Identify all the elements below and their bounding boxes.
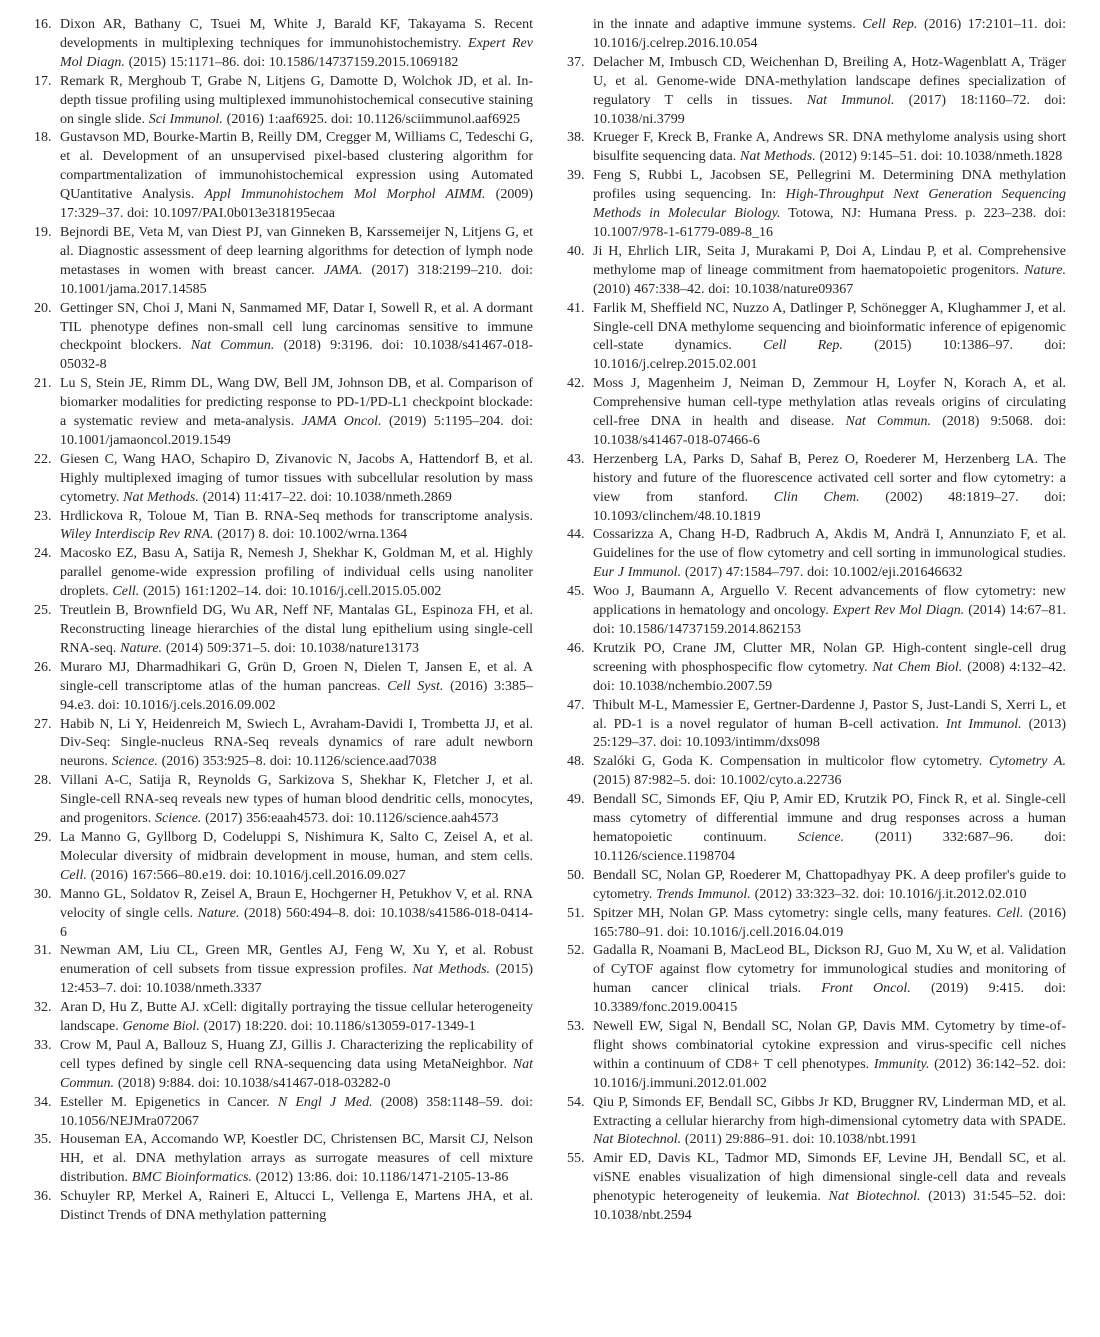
reference-text-segment: (2019) 9:415. doi: 10.3389/fonc.2019.00415 (593, 981, 1066, 1016)
reference-text-segment: (2015) 15:1171–86. doi: 10.1586/14737159.2015.1069182 (124, 54, 459, 70)
reference-text-segment: (2017) 18:220. doi: 10.1186/s13059-017-1349-1 (199, 1019, 476, 1035)
reference-item (34, 224, 533, 300)
reference-text-segment: (2010) 467:338–42. doi: 10.1038/nature09367 (593, 281, 854, 297)
reference-item (34, 942, 533, 999)
reference-number: 47. (567, 697, 585, 713)
reference-item (567, 167, 1066, 243)
reference-text-segment: Manno GL, Soldatov R, Zeisel A, Braun E, Hochgerner H, Petukhov V, et al. RNA velocity of single cells. (60, 886, 533, 921)
reference-item (567, 905, 1066, 943)
reference-item (567, 375, 1066, 451)
reference-text (60, 886, 533, 943)
reference-text (60, 508, 533, 546)
journal-name: Science. (797, 829, 844, 845)
journal-name: Cell Rep. (763, 338, 843, 354)
reference-number: 27. (34, 716, 52, 732)
reference-item (34, 451, 533, 508)
reference-number: 49. (567, 792, 585, 808)
reference-text (60, 73, 533, 130)
reference-number: 33. (34, 1037, 52, 1053)
reference-text-segment: (2018) 560:494–8. doi: 10.1038/s41586-018-0414-6 (60, 905, 533, 940)
reference-item (567, 753, 1066, 791)
reference-item (567, 1018, 1066, 1094)
reference-text-segment: Ji H, Ehrlich LIR, Seita J, Murakami P, Doi A, Lindau P, et al. Comprehensive methylome map of lineage commitment from haematopoietic progenitors. (593, 243, 1066, 278)
journal-name: High-Throughput Next Generation Sequencing Methods in Molecular Biology. (593, 187, 1066, 222)
journal-name: JAMA. (323, 262, 363, 278)
reference-text-segment: (2017) 47:1584–797. doi: 10.1002/eji.201646632 (681, 565, 963, 581)
journal-name: Genome Biol. (122, 1019, 200, 1035)
reference-text (60, 1094, 533, 1132)
reference-text (60, 999, 533, 1037)
journal-name: Nat Commun. (190, 338, 275, 354)
references-column-left (34, 16, 533, 1327)
reference-number: 32. (34, 1000, 52, 1016)
reference-number: 43. (567, 451, 585, 467)
reference-text-segment: (2017) 356:eaah4573. doi: 10.1126/science.aah4573 (201, 811, 499, 827)
journal-name: N Engl J Med. (277, 1094, 373, 1110)
reference-text-segment: (2016) 3:385–94.e3. doi: 10.1016/j.cels.2016.09.002 (60, 678, 534, 713)
reference-number: 30. (34, 886, 52, 902)
reference-number: 26. (34, 659, 52, 675)
reference-item (34, 716, 533, 773)
reference-text-segment: Lu S, Stein JE, Rimm DL, Wang DW, Bell JM, Johnson DB, et al. Comparison of biomarker modalities for predicting response to PD-1/PD-L1 checkpoint blockade: a systematic review and meta-analysis. (60, 376, 533, 430)
reference-text (593, 753, 1066, 791)
reference-text-segment: (2008) 358:1148–59. doi: 10.1056/NEJMra072067 (60, 1094, 533, 1129)
reference-text (60, 772, 533, 829)
reference-text (60, 375, 533, 451)
reference-text-segment: Aran D, Hu Z, Butte AJ. xCell: digitally portraying the tissue cellular heterogeneity landscape. (60, 1000, 533, 1035)
reference-text-segment: Villani A-C, Satija R, Reynolds G, Sarkizova S, Shekhar K, Fletcher J, et al. Single-cell RNA-seq reveals new types of human blood dendritic cells, monocytes, and progenitors. (60, 773, 533, 827)
reference-text-segment: (2018) 9:884. doi: 10.1038/s41467-018-03282-0 (114, 1075, 391, 1091)
reference-text (60, 829, 533, 886)
reference-text-segment: (2015) 161:1202–14. doi: 10.1016/j.cell.2015.05.002 (139, 584, 442, 600)
reference-item (34, 1131, 533, 1188)
reference-number: 51. (567, 905, 585, 921)
reference-number: 28. (34, 773, 52, 789)
reference-text (60, 129, 533, 224)
reference-text-segment: Remark R, Merghoub T, Grabe N, Litjens G, Damotte D, Wolchok JD, et al. In-depth tissue profiling using multiplexed immunohistochemical consecutive staining on single slide. (60, 73, 533, 127)
reference-text-segment: Thibult M-L, Mamessier E, Gertner-Dardenne J, Pastor S, Just-Landi S, Xerri L, et al. PD-1 is a novel regulator of human B-cell activation. (593, 697, 1066, 732)
reference-item (567, 942, 1066, 1018)
reference-text-segment: (2012) 36:142–52. doi: 10.1016/j.immuni.2012.01.002 (593, 1056, 1067, 1091)
reference-text-segment: Woo J, Baumann A, Arguello V. Recent advancements of flow cytometry: new applications in hematology and oncology. (593, 584, 1066, 619)
journal-name: Sci Immunol. (148, 111, 223, 127)
reference-text (593, 1018, 1066, 1094)
reference-item (34, 886, 533, 943)
reference-item (34, 1037, 533, 1094)
journal-name: Nat Chem Biol. (872, 659, 963, 675)
reference-number: 20. (34, 300, 52, 316)
reference-text-segment: (2015) 10:1386–97. doi: 10.1016/j.celrep.2015.02.001 (593, 338, 1066, 373)
reference-item (34, 129, 533, 224)
reference-text-segment: Herzenberg LA, Parks D, Sahaf B, Perez O, Roederer M, Herzenberg LA. The history and future of the fluorescence activated cell sorter and flow cytometry: a view from stanford. (593, 451, 1066, 505)
reference-text-segment: (2019) 5:1195–204. doi: 10.1001/jamaoncol.2019.1549 (60, 414, 533, 448)
reference-text-segment: (2017) 318:2199–210. doi: 10.1001/jama.2017.14585 (60, 262, 533, 297)
reference-number: 23. (34, 508, 52, 524)
reference-text (60, 300, 533, 376)
reference-text-segment: Dixon AR, Bathany C, Tsuei M, White J, Barald KF, Takayama S. Recent developments in multiplexing techniques for immunohistochemistry. (60, 17, 533, 51)
reference-text (593, 697, 1066, 754)
reference-text (60, 545, 533, 602)
reference-text (60, 224, 533, 300)
reference-text-segment: (2009) 17:329–37. doi: 10.1097/PAI.0b013e318195ecaa (60, 187, 533, 222)
reference-number: 45. (567, 584, 585, 600)
reference-text (60, 1037, 533, 1094)
journal-name: Nature. (197, 905, 240, 921)
reference-number: 24. (34, 546, 52, 562)
journal-name: Appl Immunohistochem Mol Morphol AIMM. (204, 187, 486, 203)
reference-text (593, 640, 1066, 697)
reference-text-segment: Treutlein B, Brownfield DG, Wu AR, Neff NF, Mantalas GL, Espinoza FH, et al. Reconstructing lineage hierarchies of the distal lung epithelium using single-cell RNA-seq. (60, 603, 533, 656)
reference-number: 53. (567, 1019, 585, 1035)
journal-name: BMC Bioinformatics. (131, 1170, 252, 1186)
reference-number: 16. (34, 17, 52, 32)
reference-item (34, 659, 533, 716)
reference-text-segment: (2016) 1:aaf6925. doi: 10.1126/sciimmunol.aaf6925 (222, 111, 521, 127)
reference-text (593, 451, 1066, 527)
reference-number: 25. (34, 603, 52, 619)
reference-text-segment: Bendall SC, Nolan GP, Roederer M, Chattopadhyay PK. A deep profiler's guide to cytometry. (593, 867, 1066, 902)
reference-item (34, 16, 533, 73)
reference-number: 17. (34, 73, 52, 89)
reference-item (567, 1150, 1066, 1226)
reference-text-segment: Spitzer MH, Nolan GP. Mass cytometry: single cells, many features. (593, 905, 997, 921)
reference-number: 52. (567, 943, 585, 959)
reference-text-segment: (2014) 11:417–22. doi: 10.1038/nmeth.2869 (198, 489, 452, 505)
journal-name: Nature. (120, 640, 163, 656)
reference-text (60, 716, 533, 773)
reference-text-segment: (2002) 48:1819–27. doi: 10.1093/clinchem/48.10.1819 (593, 489, 1067, 524)
reference-item (567, 300, 1066, 376)
reference-text-segment: (2011) 29:886–91. doi: 10.1038/nbt.1991 (681, 1132, 918, 1148)
reference-text (593, 583, 1066, 640)
reference-item (34, 545, 533, 602)
reference-number: 38. (567, 130, 585, 146)
reference-text (60, 16, 533, 73)
reference-text-segment: Houseman EA, Accomando WP, Koestler DC, Christensen BC, Marsit CJ, Nelson HH, et al. DNA methylation arrays as surrogate measures of cell mixture distribution. (60, 1132, 533, 1186)
reference-text-segment: Newman AM, Liu CL, Green MR, Gentles AJ, Feng W, Xu Y, et al. Robust enumeration of cell subsets from tissue expression profiles. (60, 943, 533, 978)
reference-text-segment: (2013) 31:545–52. doi: 10.1038/nbt.2594 (593, 1189, 1066, 1224)
reference-number: 54. (567, 1094, 585, 1110)
reference-text-segment: (2013) 25:129–37. doi: 10.1093/intimm/dxs098 (593, 716, 1066, 751)
reference-item-continuation (567, 16, 1066, 54)
reference-text-segment: (2011) 332:687–96. doi: 10.1126/science.1198704 (593, 829, 1066, 864)
reference-text-segment: (2014) 509:371–5. doi: 10.1038/nature13173 (162, 640, 420, 656)
reference-number: 41. (567, 300, 585, 316)
journal-name: Int Immunol. (945, 716, 1022, 732)
journal-name: Nat Commun. (60, 1056, 533, 1091)
journal-name: Nat Biotechnol. (828, 1189, 921, 1205)
reference-text (593, 526, 1066, 583)
journal-name: Nat Methods. (412, 962, 491, 978)
reference-item (34, 772, 533, 829)
reference-text-segment: in the innate and adaptive immune systems. (593, 17, 863, 32)
reference-text-segment: Delacher M, Imbusch CD, Weichenhan D, Breiling A, Hotz-Wagenblatt A, Träger U, et al. Genome-wide DNA-methylation landscape defines specialization of regulatory T cells in tissues. (593, 54, 1066, 108)
reference-number: 40. (567, 243, 585, 259)
journal-name: Nat Biotechnol. (593, 1132, 682, 1148)
reference-item (567, 697, 1066, 754)
reference-text (60, 659, 533, 716)
reference-text-segment: (2008) 4:132–42. doi: 10.1038/nchembio.2007.59 (593, 659, 1066, 694)
reference-number: 46. (567, 640, 585, 656)
journal-name: Nature. (1024, 262, 1066, 278)
reference-text-segment: Gustavson MD, Bourke-Martin B, Reilly DM, Cregger M, Williams C, Tedeschi G, et al. Development of an unsupervised pixel-based clustering algorithm for compartmentalization of immunohistochemical expression using Automated QUantitative Analysis. (60, 130, 533, 203)
reference-text-segment: Gettinger SN, Choi J, Mani N, Sanmamed MF, Datar I, Sowell R, et al. A dormant TIL phenotype defines non-small cell lung carcinomas sensitive to immune checkpoint blockers. (60, 300, 533, 354)
reference-text-segment: Qiu P, Simonds EF, Bendall SC, Gibbs Jr KD, Bruggner RV, Linderman MD, et al. Extracting a cellular hierarchy from high-dimensional cytometry data with SPADE. (593, 1094, 1066, 1129)
reference-text-segment: Amir ED, Davis KL, Tadmor MD, Simonds EF, Levine JH, Bendall SC, et al. viSNE enables visualization of high dimensional single-cell data and reveals phenotypic heterogeneity of leukemia. (593, 1151, 1066, 1205)
journal-name: Cell Rep. (862, 17, 918, 32)
reference-text-segment: Moss J, Magenheim J, Neiman D, Zemmour H, Loyfer N, Korach A, et al. Comprehensive human cell-type methylation atlas reveals origins of circulating cell-free DNA in health and disease. (593, 376, 1066, 430)
reference-text-segment: Feng S, Rubbi L, Jacobsen SE, Pellegrini M. Determining DNA methylation profiles using sequencing. In: (593, 168, 1066, 203)
journal-name: Nat Immunol. (806, 92, 895, 108)
reference-text (60, 602, 533, 659)
reference-text-segment: Gadalla R, Noamani B, MacLeod BL, Dickson RJ, Guo M, Xu W, et al. Validation of CyTOF against flow cytometry for immunological studies and monitoring of human cancer clinical trials. (593, 943, 1066, 997)
journal-name: Nat Methods. (740, 149, 816, 165)
reference-item (567, 640, 1066, 697)
reference-text-segment: (2016) 353:925–8. doi: 10.1126/science.aad7038 (157, 754, 437, 770)
reference-text-segment: (2012) 9:145–51. doi: 10.1038/nmeth.1828 (815, 149, 1063, 165)
reference-text (593, 243, 1066, 300)
reference-item (567, 54, 1066, 130)
journal-name: Expert Rev Mol Diagn. (60, 35, 533, 70)
reference-text (593, 16, 1066, 54)
reference-text-segment: Bejnordi BE, Veta M, van Diest PJ, van Ginneken B, Karssemeijer N, Litjens G, et al. Diagnostic assessment of deep learning algorithms for detection of lymph node metastases in women with breast cancer. (60, 224, 533, 278)
reference-number: 29. (34, 829, 52, 845)
reference-text-segment: (2017) 18:1160–72. doi: 10.1038/ni.3799 (593, 92, 1066, 127)
journal-name: Cell. (112, 584, 140, 600)
reference-number: 42. (567, 376, 585, 392)
reference-text-segment: (2012) 33:323–32. doi: 10.1016/j.it.2012.02.010 (750, 886, 1027, 902)
reference-text-segment: Newell EW, Sigal N, Bendall SC, Nolan GP, Davis MM. Cytometry by time-of-flight shows combinatorial cytokine expression and virus-specific cell niches within a continuum of CD8+ T cell phenotypes. (593, 1019, 1066, 1072)
journal-name: Cell Syst. (387, 678, 444, 694)
reference-text (593, 867, 1066, 905)
reference-number: 22. (34, 451, 52, 467)
reference-text-segment: (2018) 9:5068. doi: 10.1038/s41467-018-07466-6 (593, 414, 1066, 448)
reference-text (593, 1094, 1066, 1151)
journal-name: JAMA Oncol. (301, 414, 382, 430)
reference-item (34, 829, 533, 886)
reference-text (60, 1131, 533, 1188)
reference-text-segment: (2015) 87:982–5. doi: 10.1002/cyto.a.22736 (593, 773, 842, 789)
reference-text (593, 1150, 1066, 1226)
journal-name: Wiley Interdiscip Rev RNA. (60, 527, 214, 543)
reference-number: 36. (34, 1189, 52, 1205)
reference-text (593, 129, 1066, 167)
reference-item (567, 583, 1066, 640)
reference-text-segment: Szalóki G, Goda K. Compensation in multicolor flow cytometry. (593, 754, 990, 770)
reference-number: 35. (34, 1132, 52, 1148)
reference-text (593, 905, 1066, 943)
journal-name: Trends Immunol. (656, 886, 751, 902)
journal-name: Cytometry A. (989, 754, 1066, 770)
journal-name: Front Oncol. (821, 981, 911, 997)
reference-text-segment: (2016) 165:780–91. doi: 10.1016/j.cell.2016.04.019 (593, 905, 1066, 940)
journal-name: Science. (155, 811, 202, 827)
reference-text-segment: Hrdlickova R, Toloue M, Tian B. RNA-Seq methods for transcriptome analysis. (60, 508, 533, 524)
reference-number (567, 16, 593, 54)
reference-number: 19. (34, 224, 52, 240)
reference-text (593, 375, 1066, 451)
reference-text-segment: (2016) 167:566–80.e19. doi: 10.1016/j.cell.2016.09.027 (86, 867, 406, 883)
reference-text-segment: Krutzik PO, Crane JM, Clutter MR, Nolan GP. High-content single-cell drug screening with phosphospecific flow cytometry. (593, 640, 1066, 675)
journal-name: Science. (111, 754, 158, 770)
reference-number: 37. (567, 54, 585, 70)
reference-text-segment: Muraro MJ, Dharmadhikari G, Grün D, Groen N, Dielen T, Jansen E, et al. A single-cell transcriptome atlas of the human pancreas. (60, 659, 533, 694)
reference-text (60, 942, 533, 999)
journal-name: Eur J Immunol. (593, 565, 682, 581)
reference-text-segment: (2015) 12:453–7. doi: 10.1038/nmeth.3337 (60, 962, 533, 997)
reference-item (567, 129, 1066, 167)
reference-number: 44. (567, 527, 585, 543)
reference-text-segment: Schuyler RP, Merkel A, Raineri E, Altucci L, Vellenga E, Martens JHA, et al. Distinct Trends of DNA methylation patterning (60, 1189, 533, 1224)
reference-number: 34. (34, 1094, 52, 1110)
reference-text-segment: Crow M, Paul A, Ballouz S, Huang ZJ, Gillis J. Characterizing the replicability of cell types defined by single cell RNA-sequencing data using MetaNeighbor. (60, 1037, 533, 1072)
reference-text-segment: Macosko EZ, Basu A, Satija R, Nemesh J, Shekhar K, Goldman M, et al. Highly parallel genome-wide expression profiling of individual cells using nanoliter droplets. (60, 546, 533, 600)
reference-item (34, 999, 533, 1037)
reference-item (567, 791, 1066, 867)
reference-text-segment: Esteller M. Epigenetics in Cancer. (60, 1094, 278, 1110)
reference-text-segment: Krueger F, Kreck B, Franke A, Andrews SR. DNA methylome analysis using short bisulfite sequencing data. (593, 130, 1066, 165)
reference-item (34, 508, 533, 546)
reference-number: 55. (567, 1151, 585, 1167)
reference-number: 39. (567, 168, 585, 184)
reference-item (34, 1188, 533, 1226)
reference-text-segment: Farlik M, Sheffield NC, Nuzzo A, Datlinger P, Schönegger A, Klughammer J, et al. Single-cell DNA methylome sequencing and bioinformatic inference of epigenomic cell-state dynamics. (593, 300, 1066, 354)
reference-item (34, 602, 533, 659)
references-column-right (567, 16, 1066, 1327)
reference-text-segment: Habib N, Li Y, Heidenreich M, Swiech L, Avraham-Davidi I, Trombetta JJ, et al. Div-Seq: Single-nucleus RNA-Seq reveals dynamics of rare adult newborn neurons. (60, 716, 533, 770)
journal-name: Nat Commun. (845, 414, 931, 430)
reference-text-segment: (2017) 8. doi: 10.1002/wrna.1364 (213, 527, 408, 543)
reference-text-segment: (2014) 14:67–81. doi: 10.1586/14737159.2014.862153 (593, 603, 1066, 637)
reference-text (593, 54, 1066, 130)
reference-text (60, 1188, 533, 1226)
journal-name: Nat Methods. (123, 489, 199, 505)
reference-item (34, 1094, 533, 1132)
reference-number: 31. (34, 943, 52, 959)
reference-text-segment: (2016) 17:2101–11. doi: 10.1016/j.celrep.2016.10.054 (593, 17, 1066, 51)
reference-item (567, 1094, 1066, 1151)
reference-item (34, 300, 533, 376)
reference-item (567, 451, 1066, 527)
reference-item (34, 73, 533, 130)
journal-name: Cell. (60, 867, 87, 883)
reference-text (593, 791, 1066, 867)
journal-name: Expert Rev Mol Diagn. (832, 603, 965, 619)
reference-text (60, 451, 533, 508)
reference-number: 21. (34, 376, 52, 392)
reference-item (34, 375, 533, 451)
reference-text (593, 942, 1066, 1018)
journal-name: Immunity. (873, 1056, 930, 1072)
reference-text (593, 300, 1066, 376)
reference-number: 18. (34, 130, 52, 146)
reference-item (567, 526, 1066, 583)
reference-text-segment: (2018) 9:3196. doi: 10.1038/s41467-018-05032-8 (60, 338, 533, 373)
reference-item (567, 243, 1066, 300)
reference-text-segment: Bendall SC, Simonds EF, Qiu P, Amir ED, Krutzik PO, Finck R, et al. Single-cell mass cytometry of differential immune and drug responses across a human hematopoietic continuum. (593, 792, 1066, 845)
reference-text (593, 167, 1066, 243)
reference-text-segment: (2012) 13:86. doi: 10.1186/1471-2105-13-86 (251, 1170, 509, 1186)
reference-number: 48. (567, 754, 585, 770)
reference-item (567, 867, 1066, 905)
reference-number: 50. (567, 867, 585, 883)
reference-text-segment: La Manno G, Gyllborg D, Codeluppi S, Nishimura K, Salto C, Zeisel A, et al. Molecular diversity of midbrain development in mouse, human, and stem cells. (60, 829, 533, 864)
journal-name: Cell. (996, 905, 1024, 921)
reference-text-segment: Totowa, NJ: Humana Press. p. 223–238. doi: 10.1007/978-1-61779-089-8_16 (593, 206, 1066, 240)
reference-text-segment: Cossarizza A, Chang H-D, Radbruch A, Akdis M, Andrä I, Annunziato F, et al. Guidelines for the use of flow cytometry and cell sorting in immunological studies. (593, 527, 1066, 562)
journal-name: Clin Chem. (773, 489, 860, 505)
reference-text-segment: Giesen C, Wang HAO, Schapiro D, Zivanovic N, Jacobs A, Hattendorf B, et al. Highly multiplexed imaging of tumor tissues with subcellular resolution by mass cytometry. (60, 451, 533, 505)
